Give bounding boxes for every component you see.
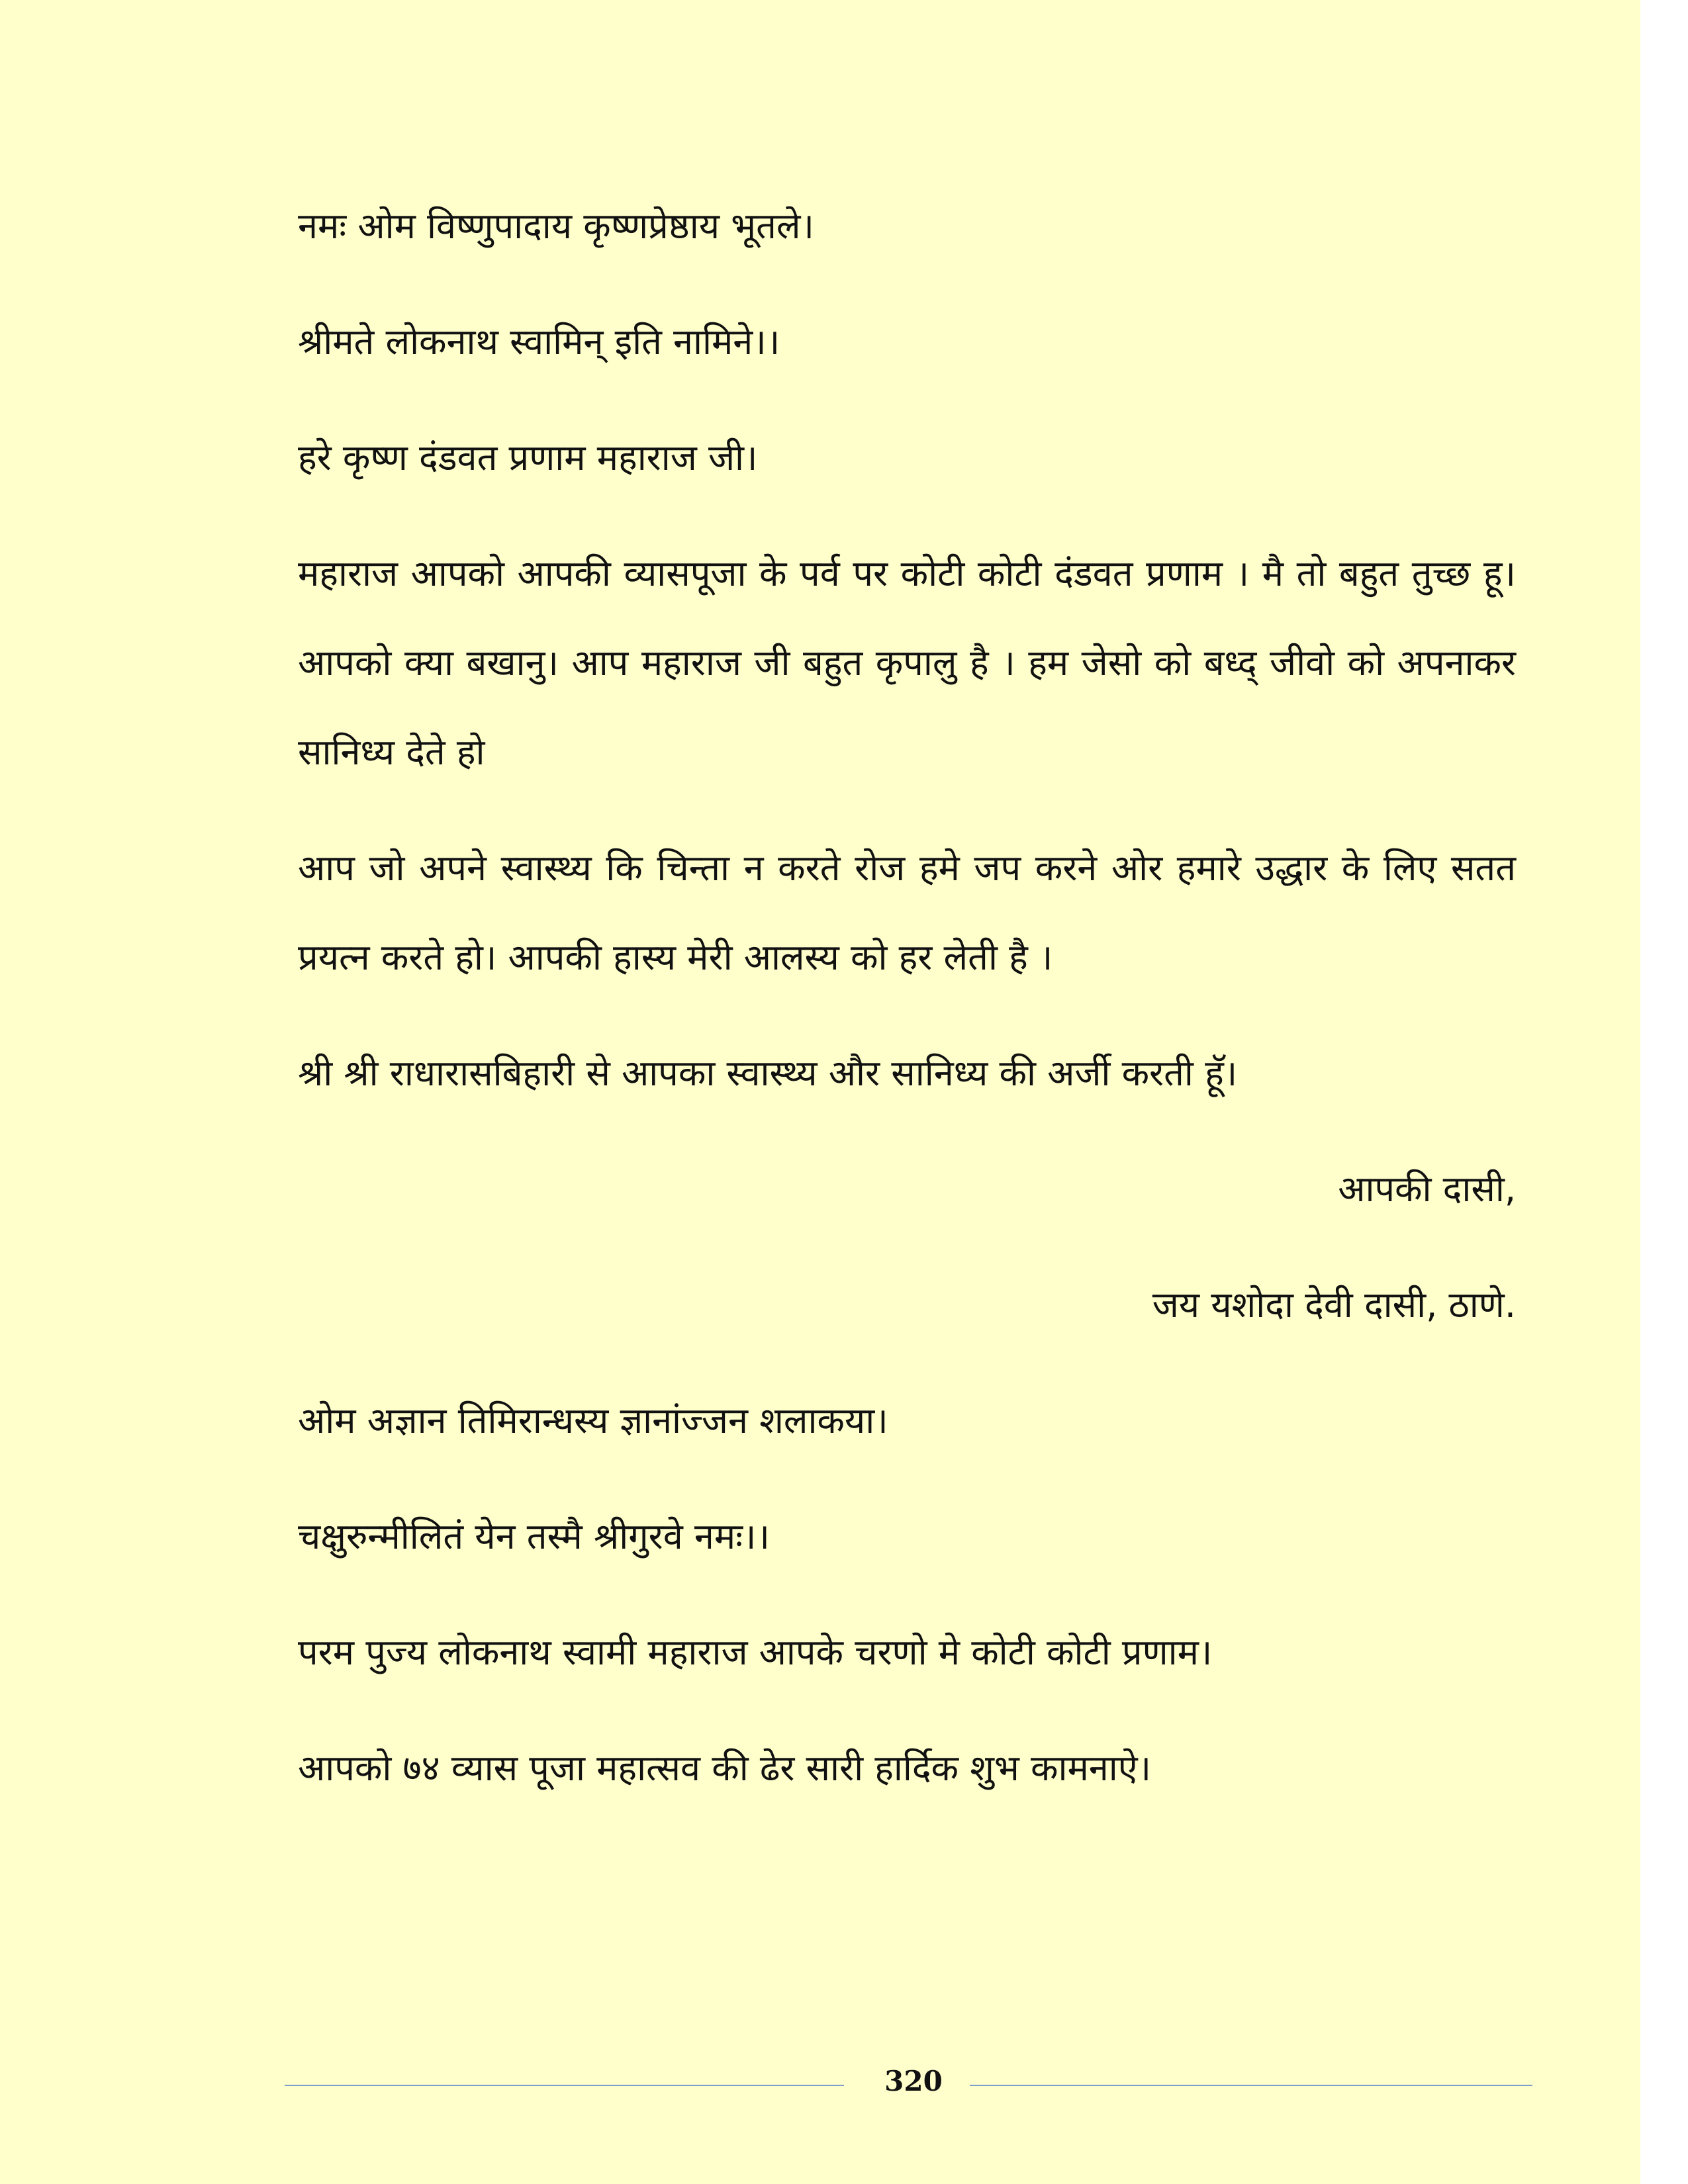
text-line-15: आपको ७४ व्यास पूजा महात्सव की ढेर सारी हार्दिक शुभ कामनाऐ। [298, 1747, 1152, 1789]
text-line-1: नमः ओम विष्णुपादाय कृष्णप्रेष्ठाय भूतले। [298, 205, 815, 247]
text-line-3: हरे कृष्ण दंडवत प्रणाम महाराज जी। [298, 437, 758, 478]
text-line-6: सानिध्य देते हो [298, 731, 485, 773]
text-line-14: परम पुज्य लोकनाथ स्वामी महाराज आपके चरणो मे कोटी कोटी प्रणाम। [298, 1631, 1213, 1673]
signature-name: जय यशोदा देवी दासी, ठाणे. [1152, 1284, 1516, 1326]
text-line-7: आप जो अपने स्वास्थ्य कि चिन्ता न करते रोज हमे जप करने ओर हमारे उद्धार के लिए सतत [298, 847, 1516, 889]
footer-rule-left [285, 2085, 844, 2086]
text-line-4: महाराज आपको आपकी व्यासपूजा के पर्व पर कोटी कोटी दंडवत प्रणाम । मै तो बहुत तुच्छ हू। [298, 553, 1516, 594]
text-line-8: प्रयत्न करते हो। आपकी हास्य मेरी आलस्य को हर लेती है । [298, 936, 1053, 978]
text-line-2: श्रीमते लोकनाथ स्वामिन् इति नामिने।। [298, 321, 780, 363]
page-number: 320 [884, 2065, 943, 2097]
text-line-5: आपको क्या बखानु। आप महाराज जी बहुत कृपालु है । हम जेसो को बध्द् जीवो को अपनाकर [298, 642, 1516, 684]
footer-rule-right [970, 2085, 1532, 2086]
text-line-13: चक्षुरुन्मीलितं येन तस्मै श्रीगुरवे नमः।। [298, 1516, 770, 1557]
text-line-9: श्री श्री राधारासबिहारी से आपका स्वास्थ्य और सानिध्य की अर्जी करती हूॅ। [298, 1052, 1238, 1094]
text-line-12: ओम अज्ञान तिमिरान्धस्य ज्ञानांज्जन शलाकया। [298, 1400, 888, 1441]
signature-closing: आपकी दासी, [1338, 1168, 1516, 1210]
